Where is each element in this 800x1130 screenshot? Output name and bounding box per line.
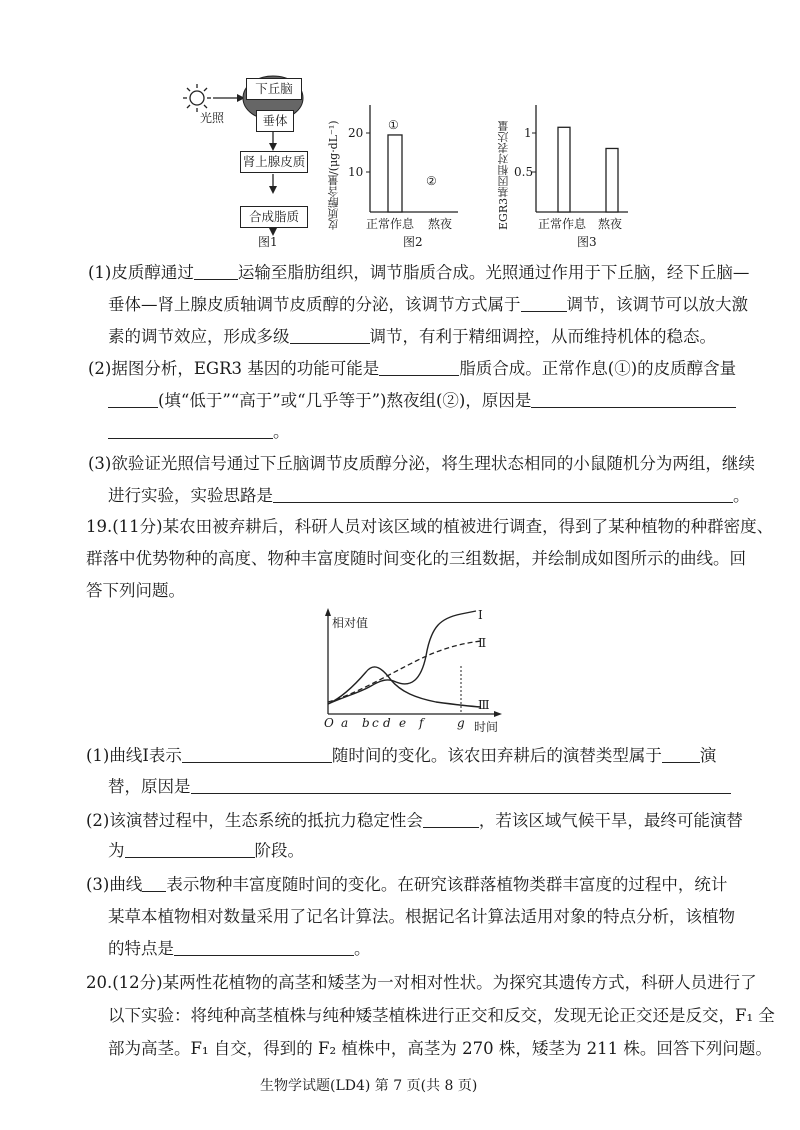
q18-line2: 垂体—肾上腺皮质轴调节皮质醇的分泌，该调节方式属于 调节，该调节可以放大激 xyxy=(108,295,748,314)
xtick-g: g xyxy=(457,716,465,730)
q18-line5: (填“低于”“高于”或“几乎等于”)熬夜组(②)，原因是 xyxy=(108,390,736,412)
chart-xlabel: 时间 xyxy=(474,720,499,734)
figure-2 xyxy=(340,95,470,230)
fig2-xtick-normal: 正常作息 xyxy=(366,217,415,231)
q20-line1: 20.(12分)某两性花植物的高茎和矮茎为一对相对性状。为探究其遗传方式，科研人员进行了 xyxy=(86,973,757,992)
q19-line2: 替，原因是 xyxy=(108,776,731,798)
blank[interactable] xyxy=(194,263,238,280)
q19-line4: 为 阶段。 xyxy=(108,841,304,860)
curve-label-i: Ⅰ xyxy=(478,608,483,622)
fig2-xtick-late: 熬夜 xyxy=(428,217,453,231)
q19-line5: (3)曲线 表示物种丰富度随时间的变化。在研究该群落植物类群丰富度的过程中，统计 xyxy=(86,875,728,894)
hypothalamus-box: 下丘脑 xyxy=(246,78,302,100)
blank[interactable] xyxy=(108,391,158,408)
q18-line3: 素的调节效应，形成多级 调节，有利于精细调控，从而维持机体的稳态。 xyxy=(108,327,716,346)
figure-3 xyxy=(510,95,650,230)
blank[interactable] xyxy=(191,777,731,794)
curve-label-iii: Ⅲ xyxy=(478,698,490,712)
fig2-bar-normal xyxy=(388,135,402,212)
fig3-ytick-1: 1 xyxy=(524,126,532,140)
blank[interactable] xyxy=(379,359,459,376)
q18-line4: (2)据图分析，EGR3 基因的功能可能是 脂质合成。正常作息(①)的皮质醇含量 xyxy=(88,359,737,378)
curve-ii xyxy=(328,641,481,702)
blank[interactable] xyxy=(125,841,255,858)
blank[interactable] xyxy=(521,295,567,312)
fig3-caption: 图3 xyxy=(577,235,597,249)
q18-line8: 进行实验，实验思路是 。 xyxy=(108,486,750,505)
curve-label-ii: Ⅱ xyxy=(478,636,487,650)
fig3-ylabel: EGR3基因相对表达量 xyxy=(497,120,510,230)
fig2-ytick-10: 10 xyxy=(348,165,364,179)
blank[interactable] xyxy=(531,391,736,408)
q19-line7: 的特点是 。 xyxy=(108,939,371,958)
xtick-e: e xyxy=(399,716,407,730)
q20-line3: 部为高茎。F₁ 自交，得到的 F₂ 植株中，高茎为 270 株，矮茎为 211 株。回答下列问题。 xyxy=(108,1039,772,1058)
q19-line3: (2)该演替过程中，生态系统的抵抗力稳定性会 ，若该区域气候干旱，最终可能演替 xyxy=(86,811,743,830)
q18-line7: (3)欲验证光照信号通过下丘脑调节皮质醇分泌，将生理状态相同的小鼠随机分为两组，继续 xyxy=(88,454,755,473)
fig3-ytick-05: 0.5 xyxy=(514,165,534,179)
fig3-xtick-late: 熬夜 xyxy=(598,217,623,231)
xtick-d: d xyxy=(383,716,391,730)
xtick-b: b xyxy=(362,716,370,730)
fig3-bar-normal xyxy=(558,127,570,212)
q19-intro3: 答下列问题。 xyxy=(86,581,185,600)
xtick-f: f xyxy=(419,716,424,730)
fig1-caption: 图1 xyxy=(258,235,278,249)
q19-intro2: 群落中优势物种的高度、物种丰富度随时间变化的三组数据，并绘制成如图所示的曲线。回 xyxy=(86,549,746,568)
fig3-bar-late xyxy=(606,148,618,212)
xtick-c: c xyxy=(372,716,379,730)
xtick-a: a xyxy=(341,716,349,730)
blank[interactable] xyxy=(423,811,479,828)
q20-line2: 以下实验：将纯种高茎植株与纯种矮茎植株进行正交和反交，发现无论正交还是反交，F₁ 全 xyxy=(108,1006,775,1025)
adrenal-cortex-box: 肾上腺皮质 xyxy=(240,151,308,173)
lipid-synthesis-box: 合成脂质 xyxy=(240,206,308,228)
q18-line6: 。 xyxy=(108,421,290,443)
blank[interactable] xyxy=(142,875,166,892)
blank[interactable] xyxy=(182,746,332,763)
q18-line1: (1)皮质醇通过 运输至脂肪组织，调节脂质合成。光照通过作用于下丘脑，经下丘脑— xyxy=(88,263,750,282)
q19-line1: (1)曲线Ⅰ表示 随时间的变化。该农田弃耕后的演替类型属于 演 xyxy=(86,746,717,765)
fig2-ylabel: 皮质醇含量/(μg·dL⁻¹) xyxy=(327,120,340,230)
q19-intro1: 19.(11分)某农田被弃耕后，科研人员对该区域的植被进行调查，得到了某种植物的种群密度、 xyxy=(86,517,774,536)
light-label: 光照 xyxy=(200,111,225,125)
xtick-o: O xyxy=(324,716,334,730)
blank[interactable] xyxy=(174,939,354,956)
blank[interactable] xyxy=(662,746,700,763)
curve-iii xyxy=(328,667,481,707)
blank[interactable] xyxy=(273,486,733,503)
fig3-xtick-normal: 正常作息 xyxy=(538,217,587,231)
fig2-bar2-mark: ② xyxy=(426,174,437,188)
fig2-ytick-20: 20 xyxy=(348,126,364,140)
sun-icon xyxy=(183,84,211,112)
q19-line6: 某草本植物相对数量采用了记名计算法。根据记名计算法适用对象的特点分析，该植物 xyxy=(108,907,735,926)
pituitary-box: 垂体 xyxy=(256,110,294,132)
page-footer: 生物学试题(LD4) 第 7 页(共 8 页) xyxy=(260,1078,478,1094)
fig2-bar1-mark: ① xyxy=(388,118,399,132)
blank[interactable] xyxy=(290,327,370,344)
fig2-caption: 图2 xyxy=(403,235,423,249)
blank[interactable] xyxy=(108,422,273,439)
chart-ylabel: 相对值 xyxy=(332,616,369,630)
